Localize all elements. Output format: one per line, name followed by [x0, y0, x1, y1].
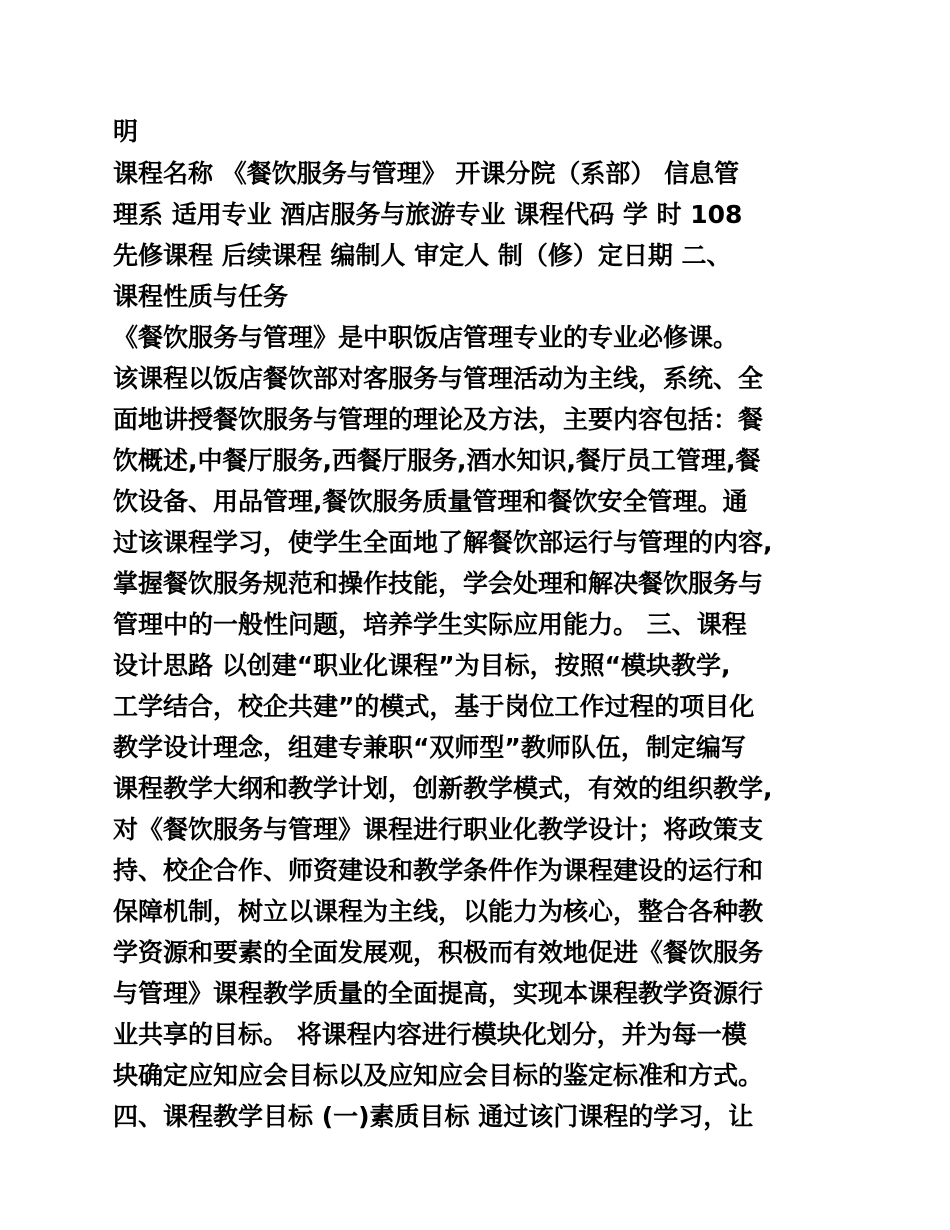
text-line: 饮设备、用品管理,餐饮服务质量管理和餐饮安全管理。通	[113, 487, 748, 516]
text-line: 课程性质与任务	[113, 282, 289, 311]
text-line: 掌握餐饮服务规范和操作技能，学会处理和解决餐饮服务与	[113, 569, 764, 598]
text-line: 课程名称 《餐饮服务与管理》 开课分院（系部） 信息管	[113, 159, 740, 188]
text-line: 饮概述,中餐厅服务,西餐厅服务,酒水知识,餐厅员工管理,餐	[113, 446, 761, 475]
text-line: 《餐饮服务与管理》是中职饭店管理专业的专业必修课。	[113, 323, 739, 352]
text-line: 教学设计理念，组建专兼职“双师型”教师队伍，制定编写	[113, 733, 746, 762]
text-line: 工学结合，校企共建”的模式，基于岗位工作过程的项目化	[113, 692, 755, 721]
text-line: 先修课程 后续课程 编制人 审定人 制（修）定日期 二、	[113, 241, 732, 270]
text-line: 过该课程学习，使学生全面地了解餐饮部运行与管理的内容,	[113, 528, 773, 557]
text-line: 管理中的一般性问题，培养学生实际应用能力。 三、课程	[113, 610, 747, 639]
text-line: 持、校企合作、师资建设和教学条件作为课程建设的运行和	[113, 856, 764, 885]
text-line: 明	[113, 117, 139, 146]
text-line: 面地讲授餐饮服务与管理的理论及方法，主要内容包括：餐	[113, 405, 764, 434]
text-line: 对《餐饮服务与管理》课程进行职业化教学设计；将政策支	[113, 815, 764, 844]
text-line: 学资源和要素的全面发展观，积极而有效地促进《餐饮服务	[113, 938, 764, 967]
text-line: 设计思路 以创建“职业化课程”为目标，按照“模块教学,	[113, 651, 731, 680]
text-line: 四、课程教学目标 (一)素质目标 通过该门课程的学习，让	[113, 1102, 754, 1131]
text-line: 保障机制，树立以课程为主线，以能力为核心，整合各种教	[113, 897, 764, 926]
text-line: 与管理》课程教学质量的全面提高，实现本课程教学资源行	[113, 979, 764, 1008]
text-line: 该课程以饭店餐饮部对客服务与管理活动为主线，系统、全	[113, 364, 764, 393]
text-line: 理系 适用专业 酒店服务与旅游专业 课程代码 学 时 108	[113, 200, 743, 229]
text-line: 课程教学大纲和教学计划，创新教学模式，有效的组织教学,	[113, 774, 773, 803]
text-line: 块确定应知应会目标以及应知应会目标的鉴定标准和方式。	[113, 1061, 764, 1090]
text-line: 业共享的目标。 将课程内容进行模块化划分，并为每一模	[113, 1020, 747, 1049]
